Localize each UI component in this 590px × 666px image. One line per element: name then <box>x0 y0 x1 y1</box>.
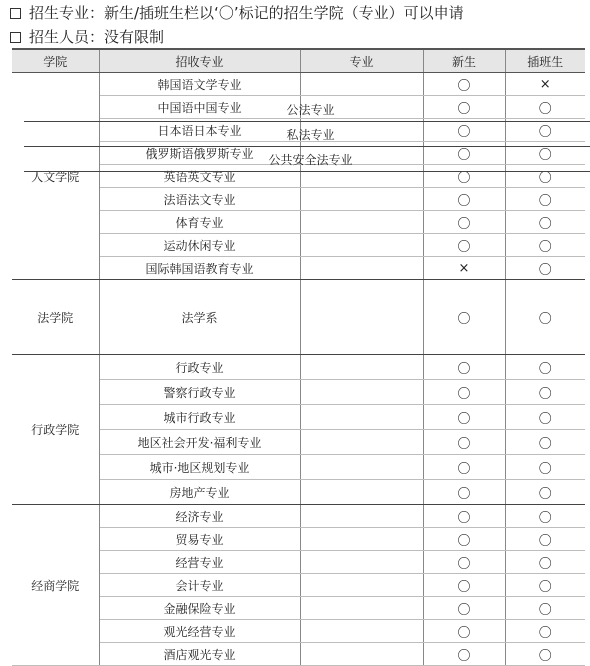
freshman-mark: 〇 <box>423 643 505 666</box>
major-cell <box>300 257 423 280</box>
major-cell <box>300 643 423 666</box>
transfer-mark: 〇 <box>505 643 585 666</box>
freshman-mark: 〇 <box>423 551 505 574</box>
law-major-list <box>24 97 590 172</box>
transfer-mark: 〇 <box>505 380 585 405</box>
department-cell: 行政专业 <box>99 355 300 380</box>
department-cell: 酒店观光专业 <box>99 643 300 666</box>
transfer-mark: 〇 <box>505 597 585 620</box>
transfer-mark: 〇 <box>505 188 585 211</box>
department-cell: 英语英文专业 <box>99 165 300 188</box>
department-cell: 日本语日本专业 <box>99 119 300 142</box>
transfer-mark: 〇 <box>505 119 585 142</box>
major-cell <box>300 480 423 505</box>
transfer-mark: 〇 <box>505 280 585 355</box>
department-cell: 会计专业 <box>99 574 300 597</box>
freshman-mark: 〇 <box>423 405 505 430</box>
transfer-mark: 〇 <box>505 455 585 480</box>
freshman-mark: 〇 <box>423 430 505 455</box>
major-cell <box>300 597 423 620</box>
major-cell <box>300 574 423 597</box>
major-cell <box>300 380 423 405</box>
department-cell: 观光经营专业 <box>99 620 300 643</box>
major-list-cell <box>268 102 423 355</box>
department-cell: 国际韩国语教育专业 <box>99 257 300 280</box>
department-cell: 中国语中国专业 <box>99 96 300 119</box>
major-item: 公法专业 <box>24 97 590 122</box>
department-cell: 房地产专业 <box>99 480 300 505</box>
transfer-mark: × <box>505 73 585 96</box>
department-cell: 经济专业 <box>99 505 300 528</box>
table-row <box>12 505 585 528</box>
college-cell: 经商学院 <box>12 505 99 666</box>
college-cell: 人文学院 <box>12 73 99 280</box>
department-cell: 城市行政专业 <box>99 405 300 430</box>
major-cell <box>300 188 423 211</box>
enrollment-quota-note-text: 招生人员：没有限制 <box>29 28 165 46</box>
major-item: 私法专业 <box>24 122 590 147</box>
department-cell: 贸易专业 <box>99 528 300 551</box>
transfer-mark: 〇 <box>505 142 585 165</box>
freshman-mark: 〇 <box>423 574 505 597</box>
department-cell: 金融保险专业 <box>99 597 300 620</box>
freshman-mark: 〇 <box>423 480 505 505</box>
freshman-mark: 〇 <box>423 528 505 551</box>
freshman-mark: 〇 <box>423 280 505 355</box>
transfer-mark: 〇 <box>505 480 585 505</box>
department-cell: 法语法文专业 <box>99 188 300 211</box>
freshman-mark: 〇 <box>423 73 505 96</box>
transfer-mark: 〇 <box>505 234 585 257</box>
freshman-mark: 〇 <box>423 142 505 165</box>
major-cell <box>300 355 423 380</box>
department-cell: 韩国语文学专业 <box>99 73 300 96</box>
enrollment-major-note <box>10 3 464 23</box>
major-cell <box>300 455 423 480</box>
header-transfer: 插班生 <box>505 49 585 73</box>
transfer-mark: 〇 <box>505 96 585 119</box>
table-row <box>12 355 585 380</box>
freshman-mark: 〇 <box>423 380 505 405</box>
major-cell <box>300 405 423 430</box>
department-cell: 体育专业 <box>99 211 300 234</box>
transfer-mark: 〇 <box>505 620 585 643</box>
header-freshman: 新生 <box>423 49 505 73</box>
table-row <box>12 280 585 355</box>
transfer-mark: 〇 <box>505 430 585 455</box>
major-cell <box>300 211 423 234</box>
department-cell: 城市·地区规划专业 <box>99 455 300 480</box>
header-department: 招收专业 <box>99 49 300 73</box>
freshman-mark: 〇 <box>423 505 505 528</box>
major-cell <box>300 505 423 528</box>
college-cell: 行政学院 <box>12 355 99 505</box>
major-cell <box>300 528 423 551</box>
major-cell <box>300 430 423 455</box>
department-cell: 俄罗斯语俄罗斯专业 <box>99 142 300 165</box>
transfer-mark: 〇 <box>505 551 585 574</box>
major-cell <box>300 551 423 574</box>
freshman-mark: 〇 <box>423 165 505 188</box>
freshman-mark: 〇 <box>423 455 505 480</box>
department-cell: 运动休闲专业 <box>99 234 300 257</box>
table-header-row <box>12 49 585 73</box>
department-cell: 法学系 <box>99 280 300 355</box>
transfer-mark: 〇 <box>505 405 585 430</box>
checkbox-icon <box>10 32 21 43</box>
freshman-mark: × <box>423 257 505 280</box>
table-row <box>12 73 585 96</box>
transfer-mark: 〇 <box>505 165 585 188</box>
freshman-mark: 〇 <box>423 96 505 119</box>
transfer-mark: 〇 <box>505 528 585 551</box>
header-college: 学院 <box>12 49 99 73</box>
college-cell: 法学院 <box>12 280 99 355</box>
enrollment-quota-note <box>10 27 164 47</box>
department-cell: 经营专业 <box>99 551 300 574</box>
major-item: 公共安全法专业 <box>24 147 590 172</box>
freshman-mark: 〇 <box>423 188 505 211</box>
transfer-mark: 〇 <box>505 574 585 597</box>
header-major: 专业 <box>300 49 423 73</box>
major-cell <box>300 73 423 96</box>
department-cell: 地区社会开发·福利专业 <box>99 430 300 455</box>
transfer-mark: 〇 <box>505 211 585 234</box>
freshman-mark: 〇 <box>423 620 505 643</box>
transfer-mark: 〇 <box>505 355 585 380</box>
freshman-mark: 〇 <box>423 211 505 234</box>
checkbox-icon <box>10 8 21 19</box>
freshman-mark: 〇 <box>423 234 505 257</box>
enrollment-major-note-text: 招生专业：新生/插班生栏以‘〇’标记的招生学院（专业）可以申请 <box>29 4 464 22</box>
admission-table <box>12 48 585 666</box>
freshman-mark: 〇 <box>423 355 505 380</box>
department-cell: 警察行政专业 <box>99 380 300 405</box>
transfer-mark: 〇 <box>505 257 585 280</box>
freshman-mark: 〇 <box>423 597 505 620</box>
major-cell <box>300 620 423 643</box>
freshman-mark: 〇 <box>423 119 505 142</box>
major-cell <box>300 234 423 257</box>
transfer-mark: 〇 <box>505 505 585 528</box>
